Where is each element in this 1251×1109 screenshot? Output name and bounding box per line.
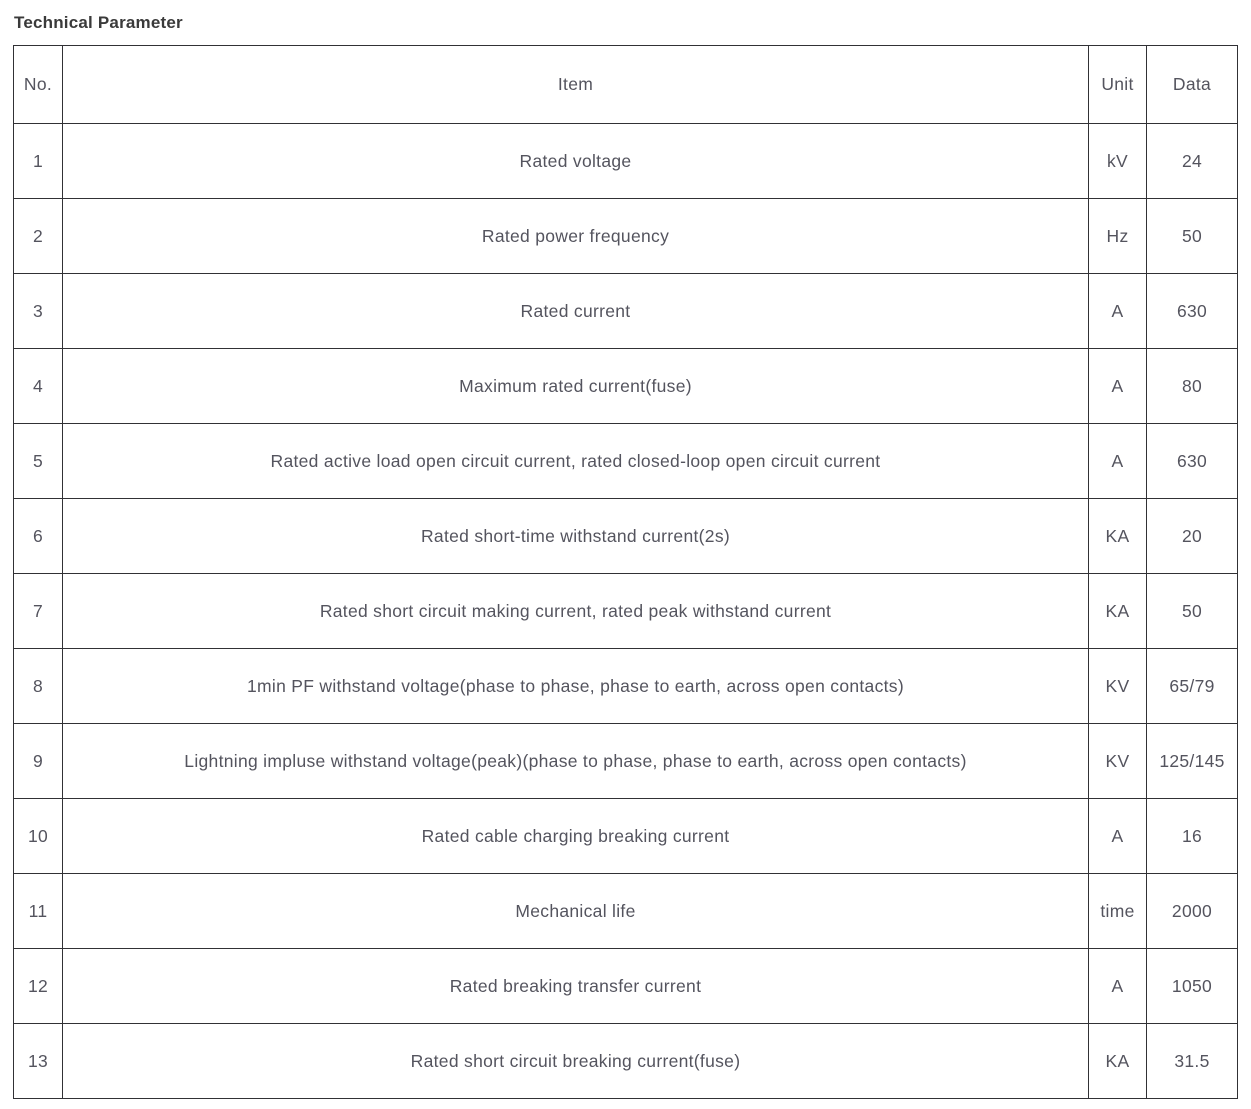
cell-no: 3 <box>14 274 63 349</box>
technical-parameter-table <box>13 45 1238 1099</box>
cell-unit: Hz <box>1089 199 1147 274</box>
table-row <box>14 349 1238 424</box>
cell-data: 16 <box>1147 799 1238 874</box>
table-row <box>14 874 1238 949</box>
table-row <box>14 574 1238 649</box>
table-row <box>14 199 1238 274</box>
cell-data: 125/145 <box>1147 724 1238 799</box>
cell-no: 13 <box>14 1024 63 1099</box>
cell-data: 24 <box>1147 124 1238 199</box>
cell-unit: time <box>1089 874 1147 949</box>
cell-unit: KV <box>1089 724 1147 799</box>
table-row <box>14 274 1238 349</box>
cell-item: Mechanical life <box>63 874 1089 949</box>
cell-unit: KA <box>1089 574 1147 649</box>
table-row <box>14 499 1238 574</box>
cell-data: 630 <box>1147 274 1238 349</box>
cell-no: 10 <box>14 799 63 874</box>
cell-unit: KA <box>1089 1024 1147 1099</box>
header-unit: Unit <box>1089 46 1147 124</box>
cell-item: Maximum rated current(fuse) <box>63 349 1089 424</box>
cell-item: Rated active load open circuit current, rated closed-loop open circuit current <box>63 424 1089 499</box>
cell-item: Lightning impluse withstand voltage(peak)(phase to phase, phase to earth, across open contacts) <box>63 724 1089 799</box>
cell-data: 2000 <box>1147 874 1238 949</box>
table-row <box>14 124 1238 199</box>
cell-item: Rated breaking transfer current <box>63 949 1089 1024</box>
cell-unit: A <box>1089 424 1147 499</box>
cell-data: 20 <box>1147 499 1238 574</box>
cell-unit: A <box>1089 799 1147 874</box>
page-title: Technical Parameter <box>14 13 183 32</box>
cell-data: 65/79 <box>1147 649 1238 724</box>
table-body <box>14 124 1238 1099</box>
table-row <box>14 949 1238 1024</box>
table-row <box>14 799 1238 874</box>
cell-unit: KA <box>1089 499 1147 574</box>
cell-item: Rated short-time withstand current(2s) <box>63 499 1089 574</box>
cell-data: 50 <box>1147 199 1238 274</box>
cell-unit: kV <box>1089 124 1147 199</box>
cell-item: Rated voltage <box>63 124 1089 199</box>
cell-no: 4 <box>14 349 63 424</box>
header-no: No. <box>14 46 63 124</box>
cell-no: 1 <box>14 124 63 199</box>
cell-no: 2 <box>14 199 63 274</box>
cell-data: 31.5 <box>1147 1024 1238 1099</box>
cell-data: 630 <box>1147 424 1238 499</box>
cell-unit: A <box>1089 949 1147 1024</box>
cell-unit: A <box>1089 274 1147 349</box>
cell-item: 1min PF withstand voltage(phase to phase, phase to earth, across open contacts) <box>63 649 1089 724</box>
header-row <box>14 46 1238 124</box>
cell-item: Rated cable charging breaking current <box>63 799 1089 874</box>
header-item: Item <box>63 46 1089 124</box>
cell-no: 8 <box>14 649 63 724</box>
cell-unit: KV <box>1089 649 1147 724</box>
cell-unit: A <box>1089 349 1147 424</box>
header-data: Data <box>1147 46 1238 124</box>
cell-item: Rated short circuit making current, rated peak withstand current <box>63 574 1089 649</box>
table-row <box>14 649 1238 724</box>
table-row <box>14 1024 1238 1099</box>
cell-data: 1050 <box>1147 949 1238 1024</box>
cell-no: 11 <box>14 874 63 949</box>
cell-no: 9 <box>14 724 63 799</box>
cell-no: 6 <box>14 499 63 574</box>
cell-no: 5 <box>14 424 63 499</box>
cell-data: 50 <box>1147 574 1238 649</box>
cell-item: Rated current <box>63 274 1089 349</box>
cell-data: 80 <box>1147 349 1238 424</box>
table-header <box>14 46 1238 124</box>
cell-no: 12 <box>14 949 63 1024</box>
table-row <box>14 424 1238 499</box>
cell-item: Rated power frequency <box>63 199 1089 274</box>
cell-no: 7 <box>14 574 63 649</box>
cell-item: Rated short circuit breaking current(fuse) <box>63 1024 1089 1099</box>
table-row <box>14 724 1238 799</box>
